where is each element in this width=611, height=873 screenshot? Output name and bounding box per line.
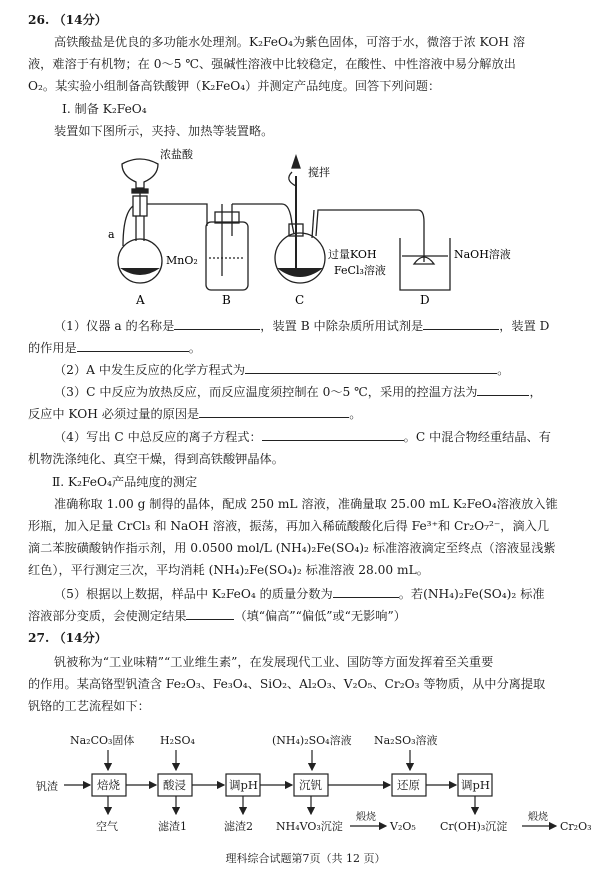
answer-blank-2[interactable]	[245, 362, 497, 374]
step-ph1: 调pH	[229, 778, 258, 792]
q26-5-line2: 溶液部分变质，会使测定结果 （填“偏高”“偏低”或“无影响”）	[28, 609, 406, 623]
input-h2so4: H₂SO₄	[160, 734, 195, 747]
flow-precip-cr: Cr(OH)₃沉淀	[440, 820, 508, 833]
answer-blank-1b[interactable]	[423, 318, 499, 330]
process-flow	[0, 722, 611, 842]
label-fecl3: FeCl₃溶液	[334, 264, 386, 277]
label-hcl: 浓盐酸	[160, 148, 193, 161]
q26-header: 26. （14分）	[28, 13, 107, 27]
label-stir: 搅拌	[308, 166, 330, 179]
input-na2co3: Na₂CO₃固体	[70, 734, 135, 747]
answer-blank-1c[interactable]	[77, 340, 189, 352]
q26-1-line2: 的作用是 。	[28, 341, 201, 355]
flow-product-v: V₂O₅	[390, 820, 416, 833]
flow-air: 空气	[96, 820, 118, 833]
q26-3-line2: 反应中 KOH 必须过量的原因是 。	[28, 407, 362, 421]
apparatus-diagram	[0, 146, 611, 311]
step-roast: 焙烧	[97, 778, 120, 792]
answer-blank-3b[interactable]	[199, 406, 349, 418]
dropping-funnel	[122, 159, 158, 188]
q27-intro-line3: 钒铬的工艺流程如下：	[28, 699, 150, 713]
letter-a: A	[136, 293, 145, 307]
step-leach: 酸浸	[163, 778, 186, 792]
flow-residue1: 滤渣1	[158, 820, 187, 833]
letter-b: B	[222, 293, 231, 307]
label-naoh: NaOH溶液	[454, 248, 511, 261]
answer-blank-3a[interactable]	[477, 384, 529, 396]
flask-a	[118, 239, 162, 283]
q27-header: 27. （14分）	[28, 631, 107, 645]
flow-calcine1: 煅烧	[356, 812, 376, 823]
q26-3-line1: （3）C 中反应为放热反应，而反应温度须控制在 0～5 ℃，采用的控温方法为 ，	[54, 385, 542, 399]
flow-calcine2: 煅烧	[528, 812, 548, 823]
step-reduce: 还原	[397, 778, 420, 792]
answer-blank-5b[interactable]	[186, 608, 234, 620]
funnel-stopcock	[132, 189, 148, 193]
answer-blank-4[interactable]	[262, 429, 404, 441]
label-a: a	[108, 228, 115, 241]
flow-precip-v: NH₄VO₃沉淀	[276, 820, 343, 833]
label-mno2: MnO₂	[166, 254, 198, 267]
q27-intro-line2: 的作用。某高铬型钒渣含 Fe₂O₃、Fe₃O₄、SiO₂、Al₂O₃、V₂O₅、Cr₂O₃ 等物质，从中分离提取	[28, 677, 546, 691]
q26-intro-line2: 液，难溶于有机物；在 0～5 ℃、强碱性溶液中比较稳定，在酸性、中性溶液中易分解放出	[28, 57, 516, 71]
input-na2so3: Na₂SO₃溶液	[374, 734, 438, 747]
q26-intro-line1: 高铁酸盐是优良的多功能水处理剂。K₂FeO₄为紫色固体，可溶于水，微溶于浓 KOH 溶	[54, 35, 526, 49]
flow-product-cr: Cr₂O₃	[560, 820, 592, 833]
q26-1-line1: （1）仪器 a 的名称是 ，装置 B 中除杂质所用试剂是 ，装置 D	[54, 319, 550, 333]
q26-5-line1: （5）根据以上数据，样品中 K₂FeO₄ 的质量分数为 。若(NH₄)₂Fe(SO₄)₂ 标准	[54, 587, 545, 601]
q26-4-line2: 机物洗涤纯化、真空干燥，得到高铁酸钾晶体。	[28, 452, 284, 466]
letter-d: D	[420, 293, 430, 307]
q26-4-line1: （4）写出 C 中总反应的离子方程式： 。C 中混合物经重结晶、有	[54, 430, 551, 444]
letter-c: C	[295, 293, 305, 307]
part2-line1: 准确称取 1.00 g 制得的晶体，配成 250 mL 溶液，准确量取 25.00 mL K₂FeO₄溶液放入锥	[54, 497, 558, 511]
label-koh: 过量KOH	[328, 248, 377, 261]
q26-2: （2）A 中发生反应的化学方程式为 。	[54, 363, 510, 377]
page-footer: 理科综合试题第7页（共 12 页）	[225, 852, 386, 865]
q27-intro-line1: 钒被称为“工业味精”“工业维生素”，在发展现代工业、国防等方面发挥着至关重要	[54, 655, 494, 669]
answer-blank-5a[interactable]	[333, 586, 399, 598]
flow-start: 钒渣	[36, 780, 58, 793]
step-ph2: 调pH	[461, 778, 490, 792]
flow-residue2: 滤渣2	[224, 820, 253, 833]
part1-title: Ⅰ. 制备 K₂FeO₄	[62, 102, 147, 116]
step-precip: 沉钒	[299, 778, 322, 792]
part1-note: 装置如下图所示，夹持、加热等装置略。	[54, 124, 274, 138]
part2-title: Ⅱ. K₂FeO₄产品纯度的测定	[52, 475, 198, 489]
stirrer-arrow	[292, 156, 300, 168]
part2-line4: 红色），平行测定三次，平均消耗 (NH₄)₂Fe(SO₄)₂ 标准溶液 28.00 mL。	[28, 563, 429, 577]
part2-line3: 滴二苯胺磺酸钠作指示剂，用 0.0500 mol/L (NH₄)₂Fe(SO₄)₂ 标准溶液滴定至终点（溶液显浅紫	[28, 541, 556, 555]
part2-line2: 形瓶，加入足量 CrCl₃ 和 NaOH 溶液，振荡，再加入稀硫酸酸化后得 Fe³⁺和 Cr₂O₇²⁻，滴入几	[28, 519, 550, 533]
q26-intro-line3: O₂。某实验小组制备高铁酸钾（K₂FeO₄）并测定产品纯度。回答下列问题：	[28, 79, 441, 93]
bottle-b	[206, 222, 248, 290]
input-nh4so4: (NH₄)₂SO₄溶液	[272, 734, 352, 747]
answer-blank-1a[interactable]	[174, 318, 260, 330]
